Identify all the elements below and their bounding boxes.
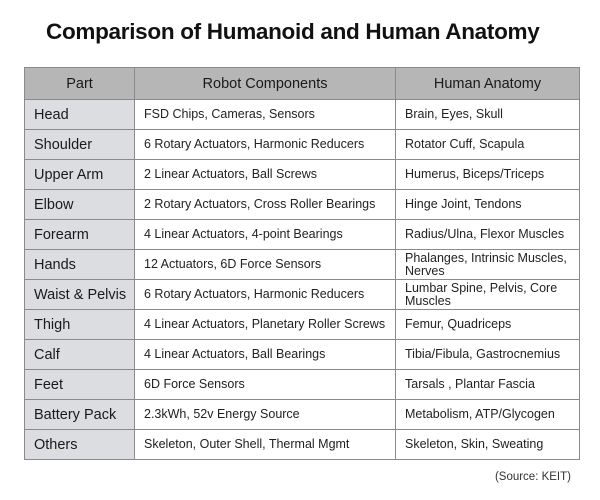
part-cell: Others — [25, 430, 135, 460]
table-header-row — [25, 68, 580, 100]
part-cell: Elbow — [25, 190, 135, 220]
human-anatomy-cell: Lumbar Spine, Pelvis, Core Muscles — [396, 280, 580, 310]
robot-components-cell: 2.3kWh, 52v Energy Source — [135, 400, 396, 430]
human-anatomy-cell: Hinge Joint, Tendons — [396, 190, 580, 220]
table-row — [25, 190, 580, 220]
robot-components-cell: 6 Rotary Actuators, Harmonic Reducers — [135, 130, 396, 160]
human-anatomy-cell: Rotator Cuff, Scapula — [396, 130, 580, 160]
part-cell: Upper Arm — [25, 160, 135, 190]
human-anatomy-cell: Humerus, Biceps/Triceps — [396, 160, 580, 190]
part-cell: Head — [25, 100, 135, 130]
robot-components-cell: 6D Force Sensors — [135, 370, 396, 400]
table-row — [25, 220, 580, 250]
part-cell: Hands — [25, 250, 135, 280]
part-cell: Thigh — [25, 310, 135, 340]
part-cell: Battery Pack — [25, 400, 135, 430]
robot-components-cell: Skeleton, Outer Shell, Thermal Mgmt — [135, 430, 396, 460]
table-row — [25, 160, 580, 190]
part-cell: Waist & Pelvis — [25, 280, 135, 310]
human-anatomy-cell: Radius/Ulna, Flexor Muscles — [396, 220, 580, 250]
table-row — [25, 100, 580, 130]
comparison-table — [24, 67, 580, 460]
part-cell: Forearm — [25, 220, 135, 250]
robot-components-cell: 2 Linear Actuators, Ball Screws — [135, 160, 396, 190]
human-anatomy-cell: Metabolism, ATP/Glycogen — [396, 400, 580, 430]
column-header-part: Part — [25, 68, 135, 100]
table-row — [25, 310, 580, 340]
column-header-human-anatomy: Human Anatomy — [396, 68, 580, 100]
part-cell: Calf — [25, 340, 135, 370]
column-header-robot-components: Robot Components — [135, 68, 396, 100]
robot-components-cell: 12 Actuators, 6D Force Sensors — [135, 250, 396, 280]
human-anatomy-cell: Phalanges, Intrinsic Muscles, Nerves — [396, 250, 580, 280]
robot-components-cell: 4 Linear Actuators, 4-point Bearings — [135, 220, 396, 250]
human-anatomy-cell: Skeleton, Skin, Sweating — [396, 430, 580, 460]
human-anatomy-cell: Brain, Eyes, Skull — [396, 100, 580, 130]
robot-components-cell: FSD Chips, Cameras, Sensors — [135, 100, 396, 130]
human-anatomy-cell: Femur, Quadriceps — [396, 310, 580, 340]
part-cell: Feet — [25, 370, 135, 400]
page-title: Comparison of Humanoid and Human Anatomy — [46, 19, 540, 44]
robot-components-cell: 4 Linear Actuators, Planetary Roller Screws — [135, 310, 396, 340]
table-row — [25, 130, 580, 160]
robot-components-cell: 2 Rotary Actuators, Cross Roller Bearings — [135, 190, 396, 220]
robot-components-cell: 4 Linear Actuators, Ball Bearings — [135, 340, 396, 370]
human-anatomy-cell: Tarsals , Plantar Fascia — [396, 370, 580, 400]
robot-components-cell: 6 Rotary Actuators, Harmonic Reducers — [135, 280, 396, 310]
table-row — [25, 340, 580, 370]
table-row — [25, 430, 580, 460]
table-row — [25, 370, 580, 400]
part-cell: Shoulder — [25, 130, 135, 160]
human-anatomy-cell: Tibia/Fibula, Gastrocnemius — [396, 340, 580, 370]
source-note: (Source: KEIT) — [494, 471, 571, 483]
table-row — [25, 400, 580, 430]
table-row — [25, 250, 580, 280]
table-row — [25, 280, 580, 310]
